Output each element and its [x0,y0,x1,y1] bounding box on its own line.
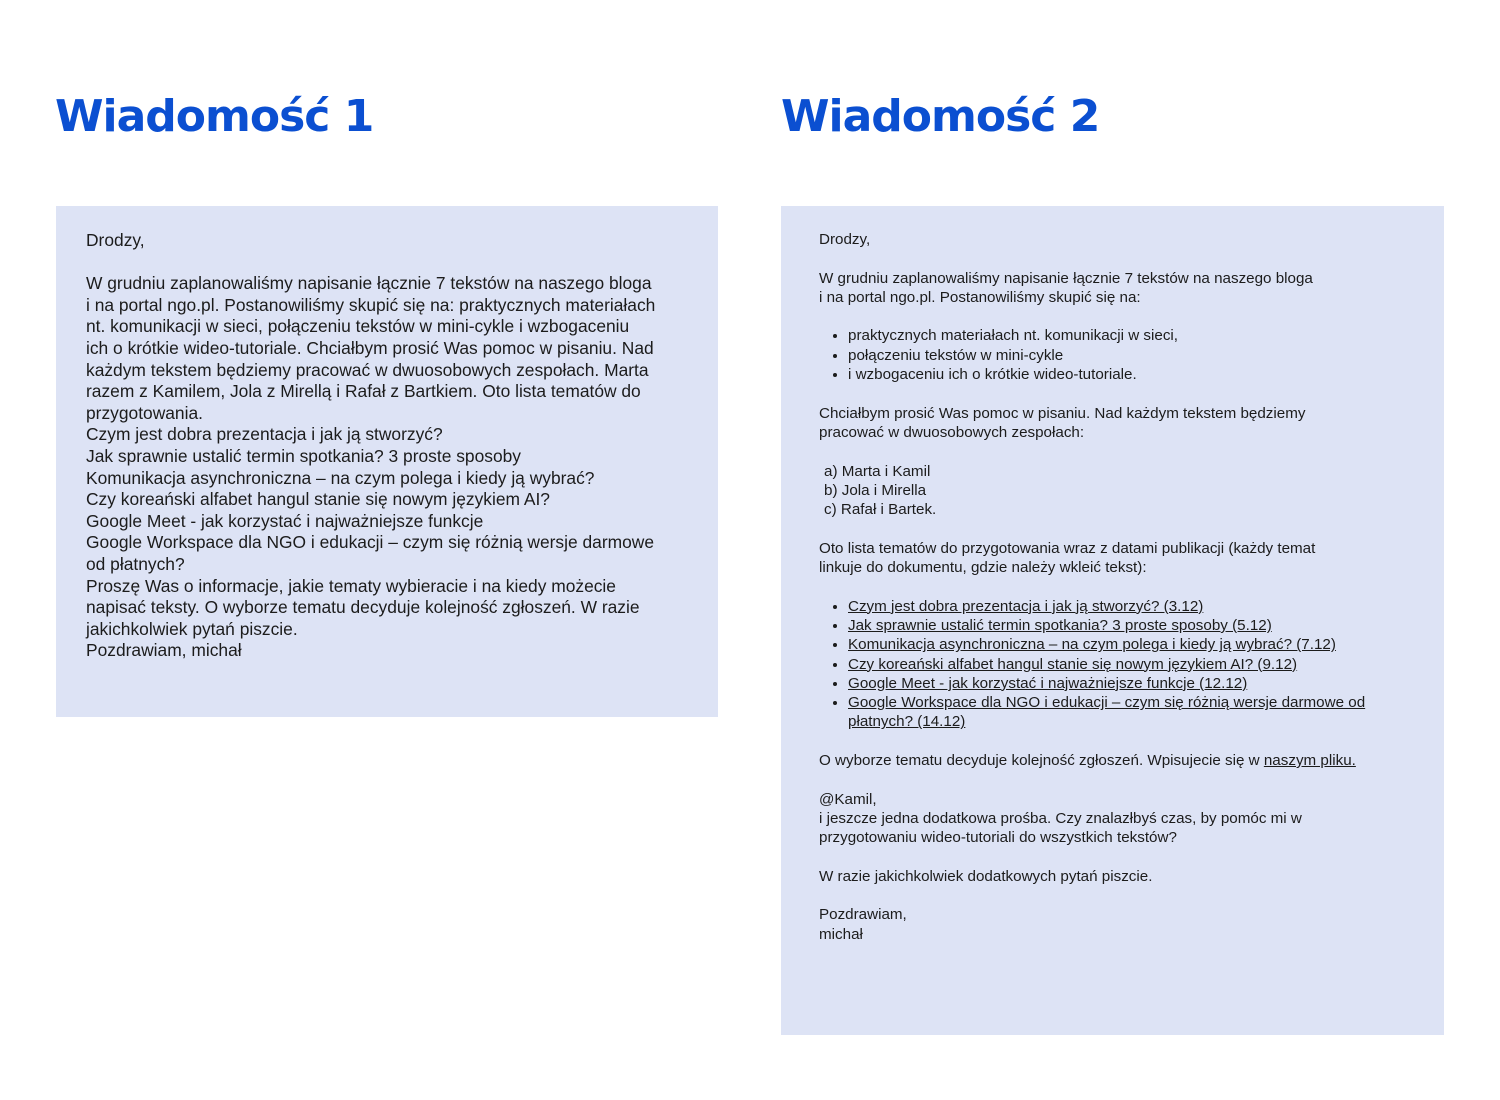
topic-item [848,674,1406,693]
signup-file-link[interactable]: naszym pliku. [1263,752,1356,770]
body-line: napisać teksty. O wyborze tematu decyduje kolejność zgłoszeń. W razie [86,597,640,618]
body-line: W grudniu zaplanowaliśmy napisanie łącznie 7 tekstów na naszego bloga [86,273,652,294]
extra-request-line: przygotowaniu wideo-tutoriali do wszystkich tekstów? [819,829,1177,847]
topics-list [819,597,1406,732]
topic-link[interactable]: Google Workspace dla NGO i edukacji – czym się różnią wersje darmowe od płatnych? (14.12) [848,694,1366,731]
mention: @Kamil, [819,790,877,808]
signup-line [819,751,1406,770]
greeting: Drodzy, [86,230,145,250]
body-line: Komunikacja asynchroniczna – na czym polega i kiedy ją wybrać? [86,467,595,488]
request-line: Chciałbym prosić Was pomoc w pisaniu. Nad każdym tekstem będziemy [819,404,1306,422]
body-line: Czy koreański alfabet hangul stanie się nowym językiem AI? [86,489,550,510]
list-item: • i wzbogaceniu ich o krótkie wideo-tutoriale. [848,365,1406,384]
topic-item [848,616,1406,635]
body-line: Google Workspace dla NGO i edukacji – czym się różnią wersje darmowe [86,532,654,553]
list-item: • praktycznych materiałach nt. komunikacji w sieci, [848,326,1406,345]
message-2-title: Wiadomość 2 [781,91,1100,142]
body-line: i na portal ngo.pl. Postanowiliśmy skupić się na: praktycznych materiałach [86,294,656,315]
topic-link[interactable]: Google Meet - jak korzystać i najważniejsze funkcje (12.12) [848,674,1248,692]
list-item: • połączeniu tekstów w mini-cykle [848,346,1406,365]
body-line: nt. komunikacji w sieci, połączeniu tekstów w mini-cykle i wzbogaceniu [86,316,630,337]
body-line: razem z Kamilem, Jola z Mirellą i Rafał z Bartkiem. Oto lista tematów do [86,381,641,402]
team-item: a) Marta i Kamil [824,462,931,480]
body-line: Jak sprawnie ustalić termin spotkania? 3 proste sposoby [86,445,521,466]
team-item: c) Rafał i Bartek. [824,501,937,519]
body-line: Pozdrawiam, michał [86,640,242,661]
body-line: Google Meet - jak korzystać i najważniejsze funkcje [86,510,484,531]
closing: Pozdrawiam, [819,906,907,924]
body-line: Proszę Was o informacje, jakie tematy wybieracie i na kiedy możecie [86,575,616,596]
message-1-panel [56,206,718,717]
body-line: przygotowania. [86,402,203,423]
topic-item [848,597,1406,616]
team-item: b) Jola i Mirella [824,481,927,499]
intro-line: W grudniu zaplanowaliśmy napisanie łącznie 7 tekstów na naszego bloga [819,269,1313,287]
topic-link[interactable]: Komunikacja asynchroniczna – na czym polega i kiedy ją wybrać? (7.12) [848,636,1336,654]
topic-item [848,655,1406,674]
body-line: od płatnych? [86,553,185,574]
extra-request-line: i jeszcze jedna dodatkowa prośba. Czy znalazłbyś czas, by pomóc mi w [819,809,1302,827]
topic-link[interactable]: Czy koreański alfabet hangul stanie się nowym językiem AI? (9.12) [848,655,1298,673]
body-line: ich o krótkie wideo-tutoriale. Chciałbym prosić Was pomoc w pisaniu. Nad [86,337,654,358]
questions-line: W razie jakichkolwiek dodatkowych pytań piszcie. [819,867,1153,885]
focus-list [819,326,1406,384]
signup-text: O wyborze tematu decyduje kolejność zgłoszeń. Wpisujecie się w [819,752,1264,770]
topic-item [848,635,1406,654]
topic-link[interactable]: Jak sprawnie ustalić termin spotkania? 3 proste sposoby (5.12) [848,616,1272,634]
topics-intro: Oto lista tematów do przygotowania wraz z datami publikacji (każdy temat [819,539,1316,557]
body-line: każdym tekstem będziemy pracować w dwuosobowych zespołach. Marta [86,359,649,380]
message-1-title: Wiadomość 1 [55,91,374,142]
body-line: Czym jest dobra prezentacja i jak ją stworzyć? [86,424,443,445]
message-2-panel [781,206,1444,1035]
topics-intro: linkuje do dokumentu, gdzie należy wkleić tekst): [819,559,1147,577]
topic-link[interactable]: Czym jest dobra prezentacja i jak ją stworzyć? (3.12) [848,597,1204,615]
topic-item [848,693,1406,732]
signature: michał [819,925,863,943]
request-line: pracować w dwuosobowych zespołach: [819,423,1085,441]
body-line: jakichkolwiek pytań piszcie. [86,618,298,639]
message-1-body [86,273,688,662]
intro-line: i na portal ngo.pl. Postanowiliśmy skupić się na: [819,288,1141,306]
greeting: Drodzy, [819,231,871,248]
